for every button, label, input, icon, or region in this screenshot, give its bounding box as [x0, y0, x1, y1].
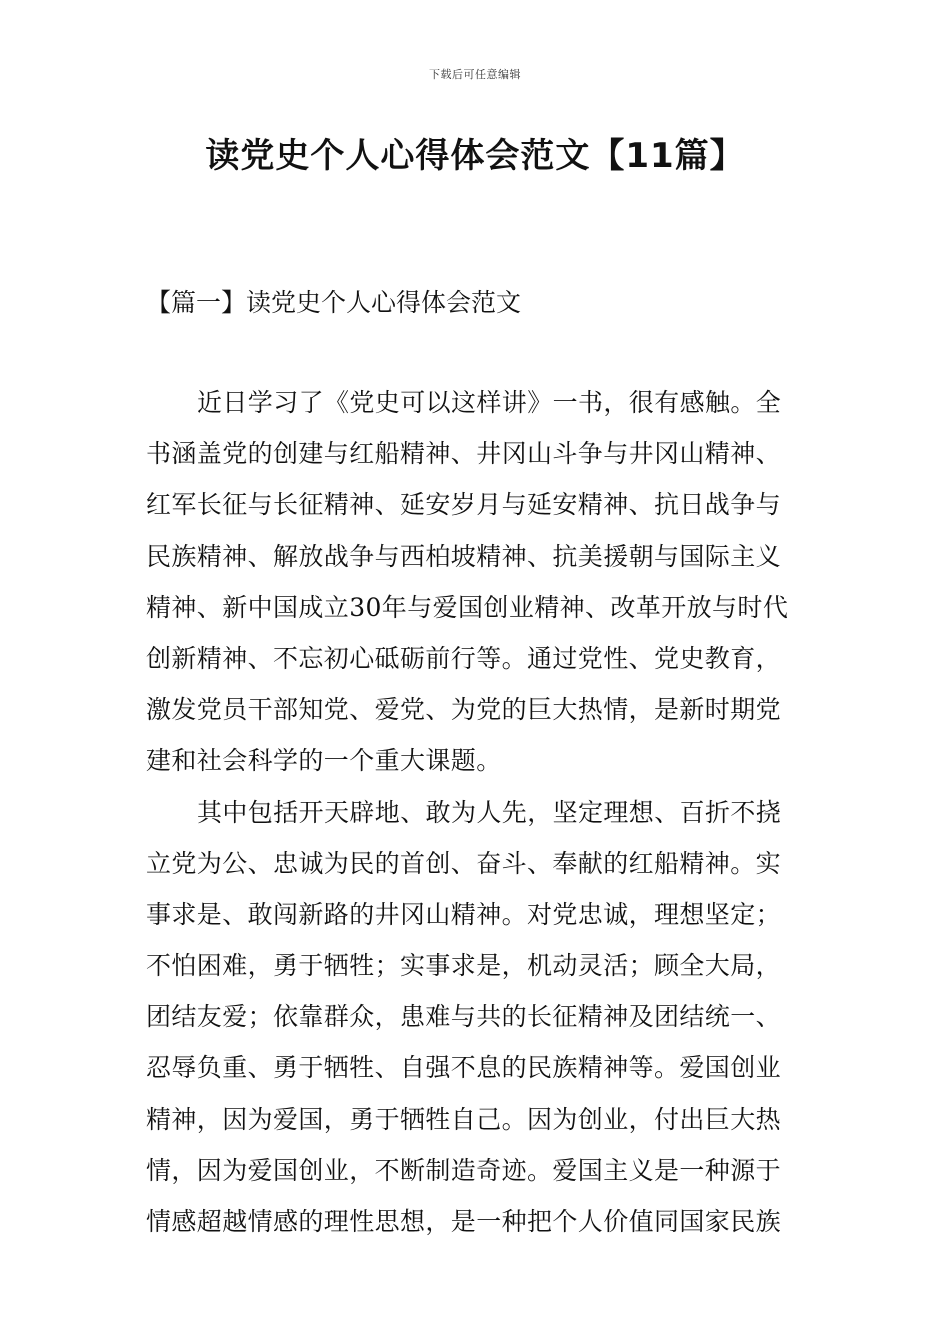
document-title: 读党史个人心得体会范文【11篇】 — [205, 136, 745, 176]
paragraph-line: 建和社会科学的一个重大课题。 — [146, 746, 502, 776]
paragraph-line: 不怕困难，勇于牺牲；实事求是，机动灵活；顾全大局， — [146, 951, 782, 981]
paragraph-line: 创新精神、不忘初心砥砺前行等。通过党性、党史教育， — [146, 643, 782, 673]
paragraph-line: 情，因为爱国创业，不断制造奇迹。爱国主义是一种源于 — [146, 1155, 782, 1185]
paragraph-line: 其中包括开天辟地、敢为人先，坚定理想、百折不挠 — [197, 797, 782, 827]
paragraph-line: 事求是、敢闯新路的井冈山精神。对党忠诚，理想坚定； — [146, 899, 782, 929]
paragraph-line: 激发党员干部知党、爱党、为党的巨大热情，是新时期党 — [146, 695, 782, 725]
paragraph-line: 近日学习了《党史可以这样讲》一书，很有感触。全 — [197, 388, 782, 417]
paragraph-line: 精神、新中国成立30年与爱国创业精神、改革开放与时代 — [146, 592, 789, 622]
paragraph-line: 团结友爱；依靠群众，患难与共的长征精神及团结统一、 — [146, 1002, 782, 1032]
paragraph-line: 书涵盖党的创建与红船精神、井冈山斗争与井冈山精神、 — [146, 439, 782, 469]
paragraph-line: 立党为公、忠诚为民的首创、奋斗、奉献的红船精神。实 — [146, 848, 782, 878]
paragraph-line: 忍辱负重、勇于牺牲、自强不息的民族精神等。爱国创业 — [146, 1053, 782, 1083]
section-heading: 【篇一】读党史个人心得体会范文 — [146, 288, 522, 317]
paragraph-line: 情感超越情感的理性思想，是一种把个人价值同国家民族 — [146, 1207, 782, 1236]
paragraph-line: 红军长征与长征精神、延安岁月与延安精神、抗日战争与 — [146, 490, 782, 520]
body-text — [146, 377, 806, 1247]
header-note: 下载后可任意编辑 — [429, 68, 521, 81]
paragraph-line: 民族精神、解放战争与西柏坡精神、抗美援朝与国际主义 — [146, 541, 782, 571]
paragraph-line: 精神，因为爱国，勇于牺牲自己。因为创业，付出巨大热 — [146, 1104, 782, 1134]
